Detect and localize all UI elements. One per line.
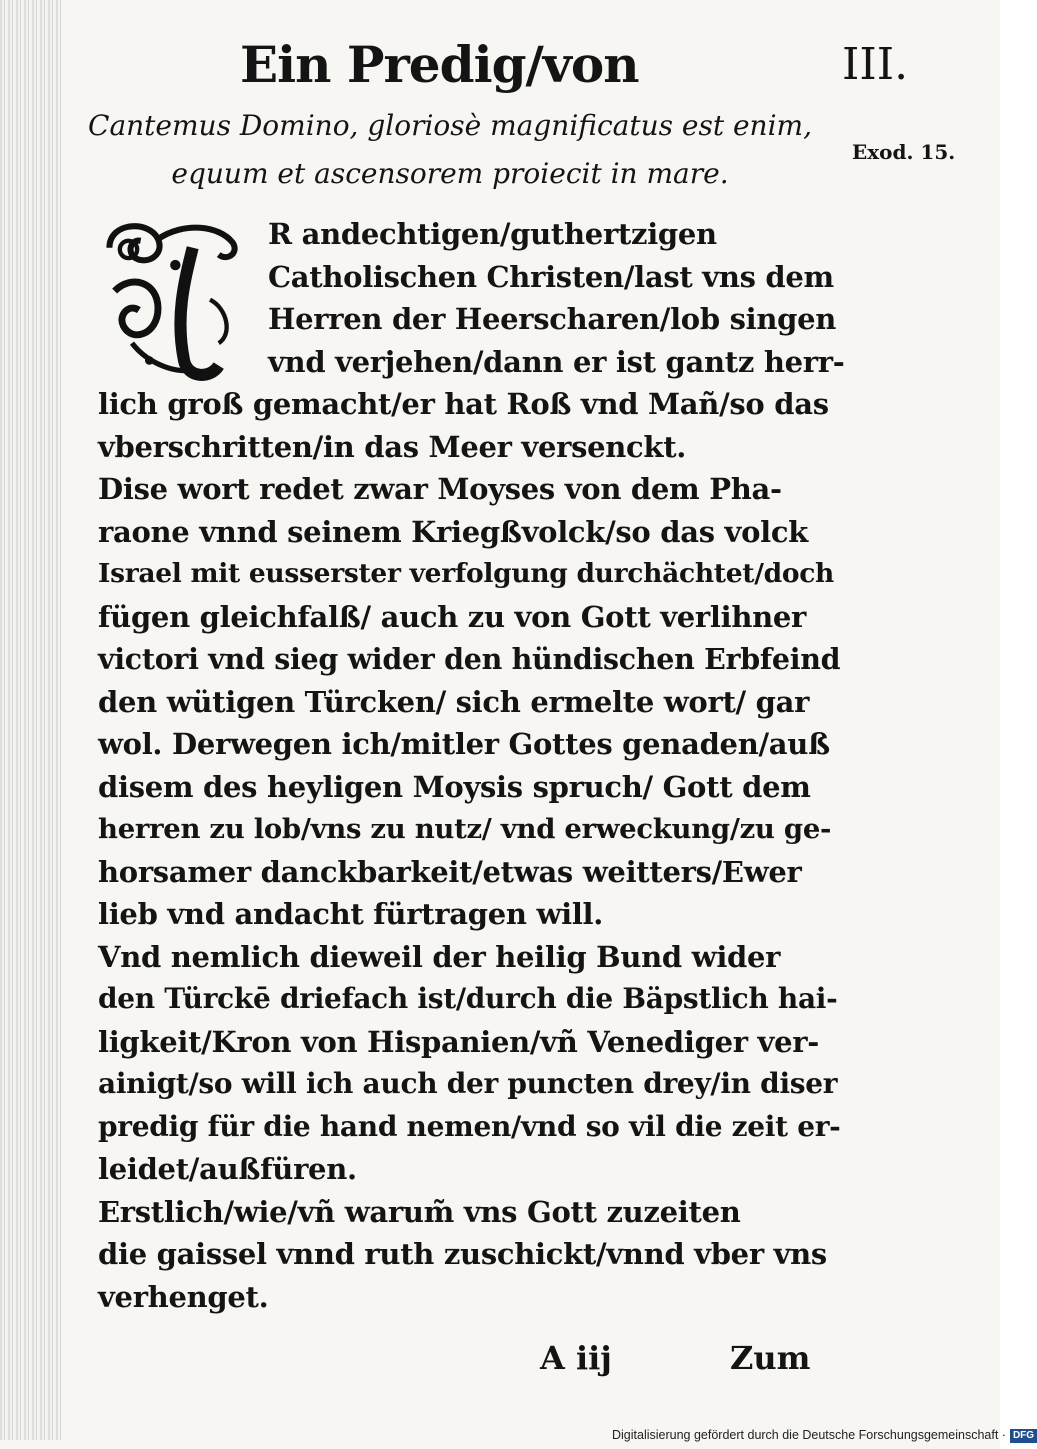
credit-text: Digitalisierung gefördert durch die Deutsche Forschungsgemeinschaft · <box>612 1428 1006 1442</box>
catchword: Zum <box>730 1339 811 1377</box>
running-title: Ein Predig/von <box>240 35 639 94</box>
text-line: den Türckē driefach ist/durch die Bäpstlich hai- <box>98 982 838 1015</box>
text-line: herren zu lob/vns zu nutz/ vnd erweckung/zu ge- <box>98 813 832 845</box>
text-line: fügen gleichfalß/ auch zu von Gott verlihner <box>98 599 807 634</box>
text-line: victori vnd sieg wider den hündischen Erbfeind <box>98 642 841 676</box>
decorated-initial-letter <box>86 213 256 383</box>
text-line: R andechtigen/guthertzigen <box>268 217 717 251</box>
text-line: wol. Derwegen ich/mitler Gottes genaden/auß <box>98 727 830 761</box>
margin-reference: Exod. 15. <box>852 140 956 164</box>
text-line: Catholischen Christen/last vns dem <box>268 259 834 294</box>
text-line: ainigt/so will ich auch der puncten drey/in diser <box>98 1067 838 1100</box>
text-line: Herren der Heerscharen/lob singen <box>268 302 837 336</box>
text-line: Erstlich/wie/vñ warum̃ vns Gott zuzeiten <box>98 1194 741 1229</box>
text-line: die gaissel vnnd ruth zuschickt/vnnd vber vns <box>98 1237 827 1271</box>
page-edge-shadow <box>0 0 62 1440</box>
text-line: horsamer danckbarkeit/etwas weitters/Ewer <box>98 854 802 889</box>
text-line: ligkeit/Kron von Hispanien/vñ Venediger ver- <box>98 1024 819 1059</box>
text-line: vnd verjehen/dann er ist gantz herr- <box>268 344 845 379</box>
digitization-credit <box>612 1424 1035 1446</box>
text-line: lieb vnd andacht fürtragen will. <box>98 897 604 931</box>
signature-mark: A iij <box>540 1339 612 1377</box>
dfg-logo: DFG <box>1010 1429 1037 1443</box>
text-line: predig für die hand nemen/vnd so vil die zeit er- <box>98 1109 841 1143</box>
text-line: vberschritten/in das Meer versenckt. <box>98 429 687 464</box>
epigraph-line-1: Cantemus Domino, gloriosè magnificatus est enim, <box>88 109 812 142</box>
text-line: Israel mit eusserster verfolgung durchächtet/doch <box>98 558 835 589</box>
text-line: raone vnnd seinem Kriegßvolck/so das volck <box>98 514 808 549</box>
text-line: disem des heyligen Moysis spruch/ Gott dem <box>98 769 811 804</box>
text-line: Vnd nemlich dieweil der heilig Bund wider <box>98 939 781 974</box>
epigraph-line-2: equum et ascensorem proiecit in mare. <box>171 157 729 190</box>
folio-number: III. <box>842 39 909 90</box>
text-line: leidet/außfüren. <box>98 1152 357 1186</box>
text-line: lich groß gemacht/er hat Roß vnd Mañ/so das <box>98 387 829 421</box>
text-line: verhenget. <box>98 1279 269 1314</box>
text-line: Dise wort redet zwar Moyses von dem Pha- <box>98 472 782 506</box>
text-line: den wütigen Türcken/ sich ermelte wort/ gar <box>98 684 810 719</box>
